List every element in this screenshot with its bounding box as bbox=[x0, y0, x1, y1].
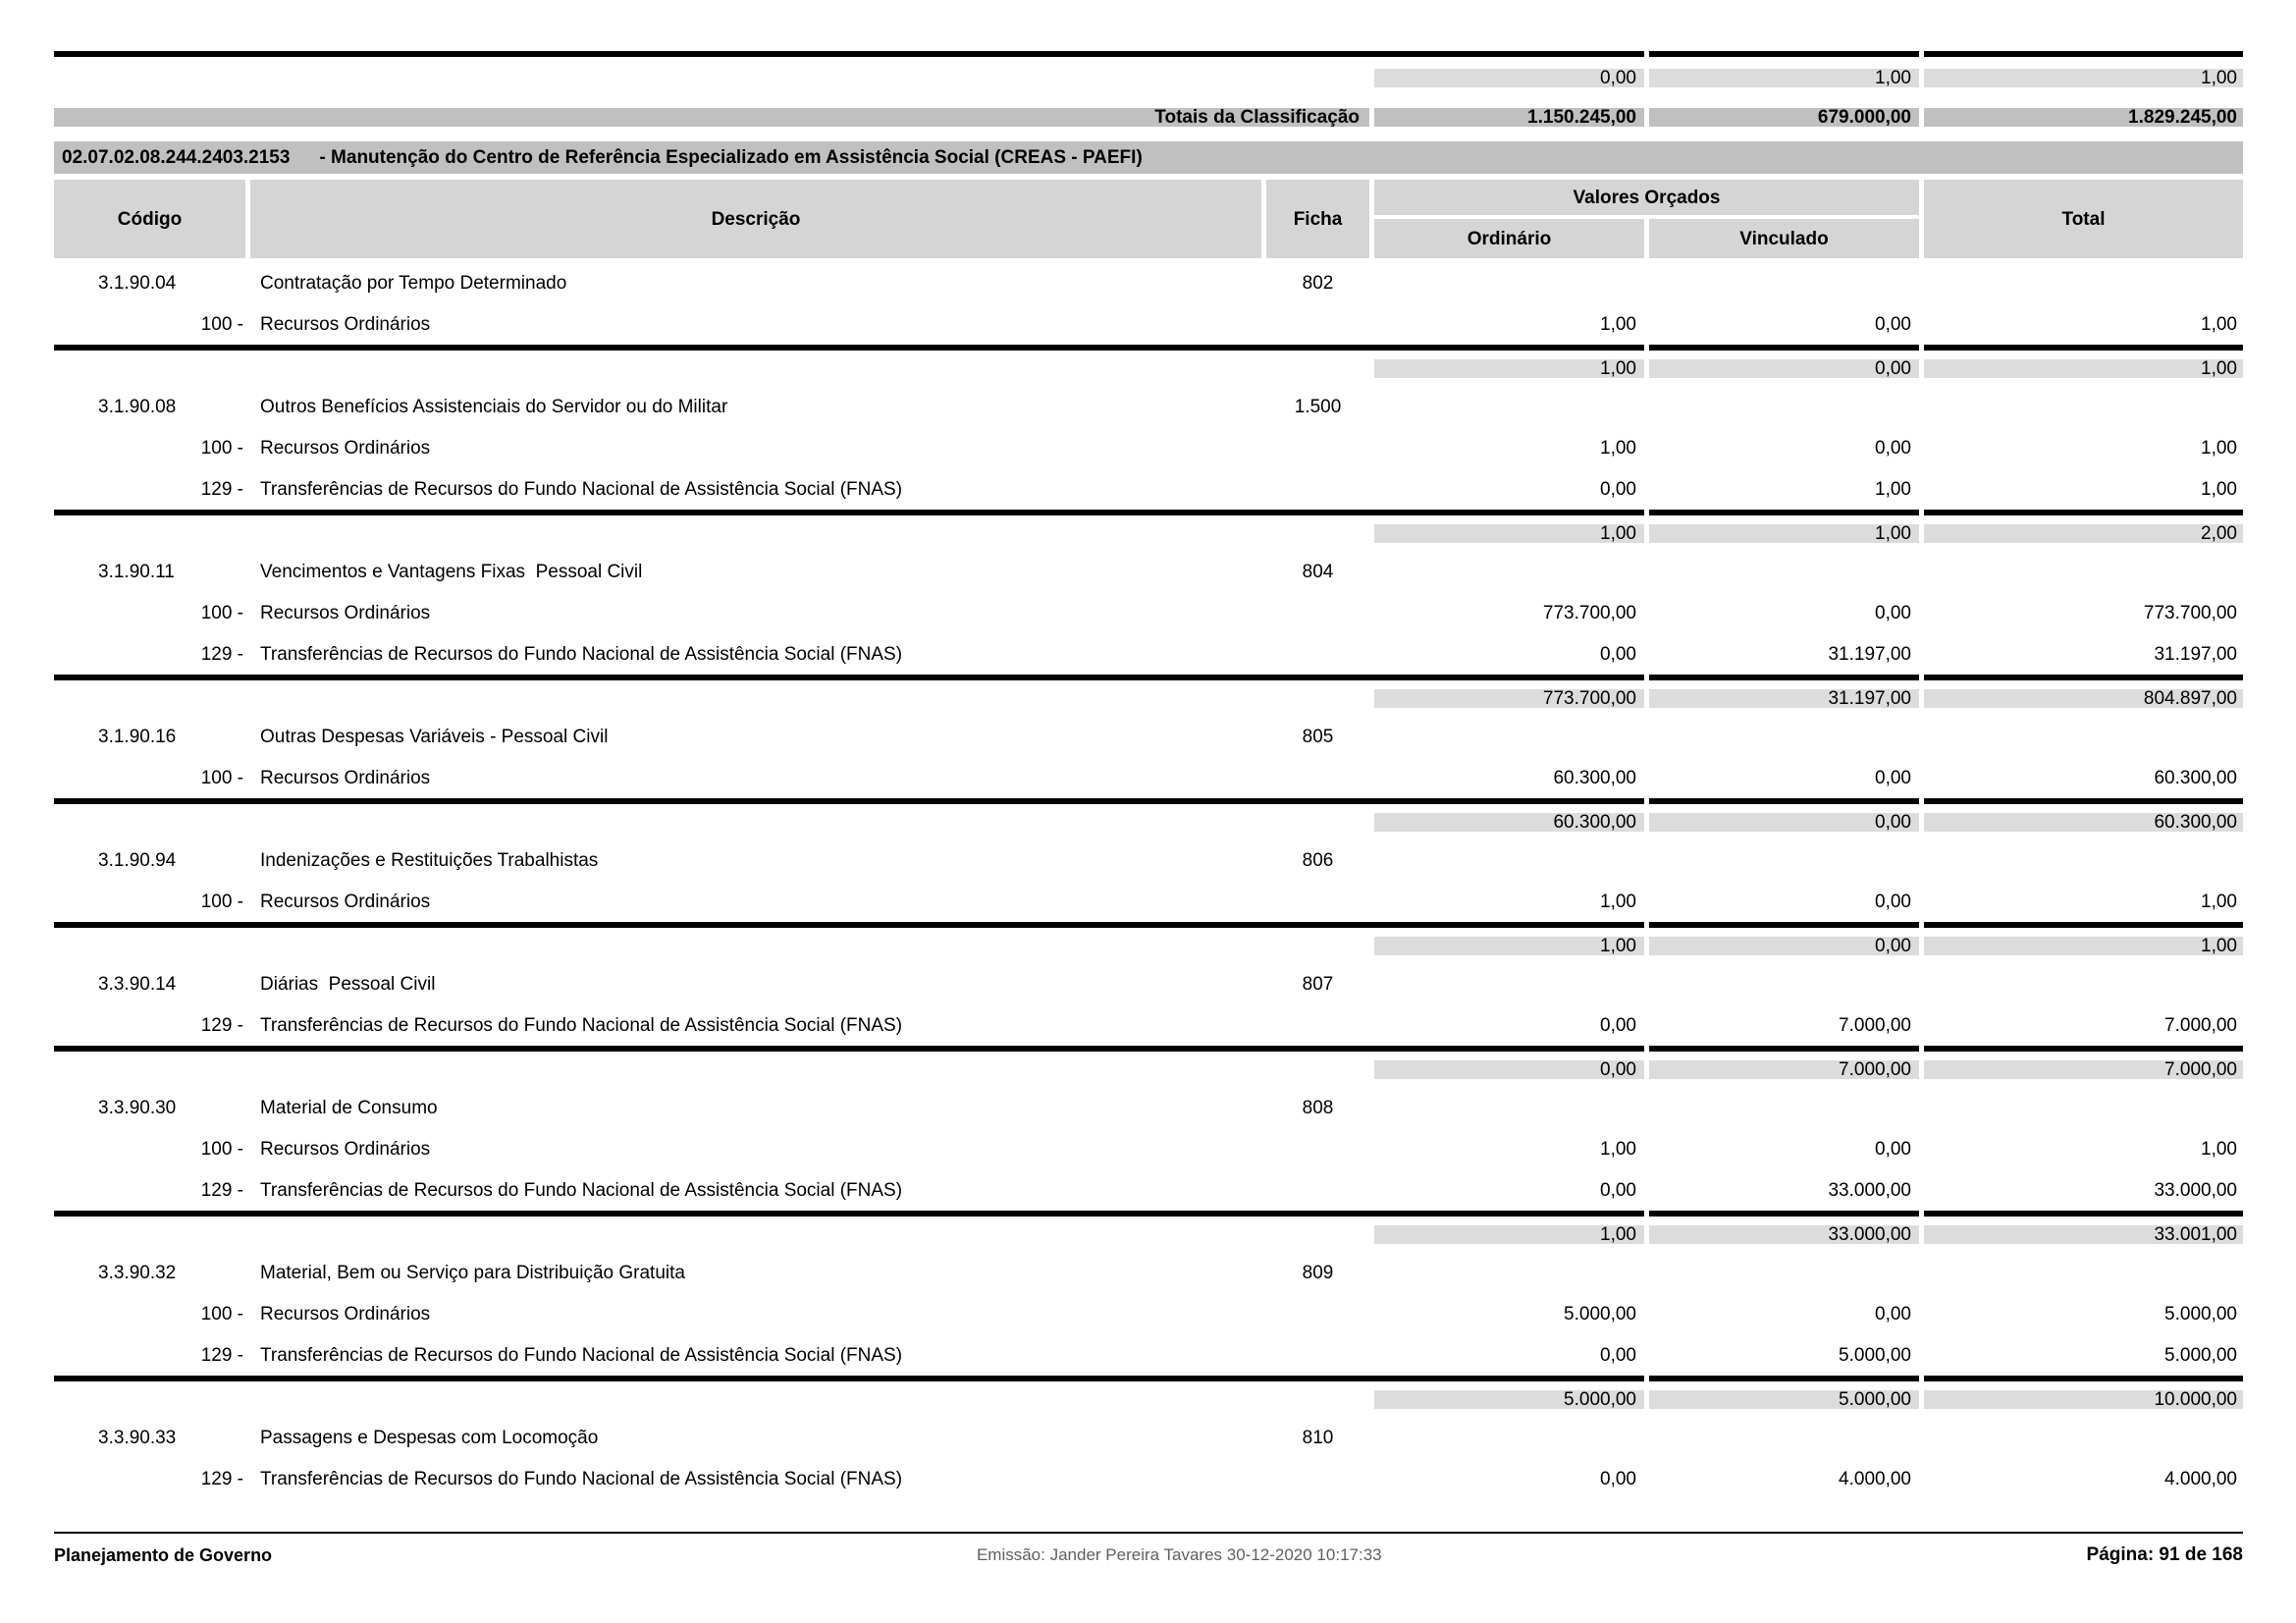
group-code: 3.1.90.16 bbox=[98, 726, 177, 747]
subtotal-total: 33.001,00 bbox=[1919, 1225, 2243, 1244]
carryover-vinculado: 1,00 bbox=[1644, 69, 1919, 87]
rule-notch bbox=[1919, 510, 1924, 515]
value-total: 1,00 bbox=[1919, 315, 2243, 334]
rule-notch bbox=[1644, 798, 1649, 804]
rule-notch bbox=[1919, 1376, 1924, 1381]
footer-system-name: Planejamento de Governo bbox=[54, 1544, 273, 1565]
expense-group-row bbox=[54, 262, 2243, 303]
source-code: 100 - bbox=[200, 767, 243, 788]
group-code: 3.1.90.08 bbox=[98, 396, 177, 417]
expense-group-row bbox=[54, 1087, 2243, 1128]
subtotal-total: 1,00 bbox=[1919, 937, 2243, 955]
rule-notch bbox=[1919, 675, 1924, 680]
rule-notch bbox=[1644, 1046, 1649, 1052]
group-description: Indenizações e Restituições Trabalhistas bbox=[245, 851, 1261, 870]
funding-source-row bbox=[54, 881, 2243, 922]
group-subtotal-row bbox=[54, 1052, 2243, 1087]
rule-notch bbox=[1644, 345, 1649, 351]
expense-group-row bbox=[54, 386, 2243, 427]
rule-notch bbox=[1919, 51, 1924, 57]
group-divider-rule bbox=[54, 1376, 2243, 1381]
source-description: Transferências de Recursos do Fundo Nacional de Assistência Social (FNAS) bbox=[245, 1016, 1261, 1035]
value-vinculado: 7.000,00 bbox=[1644, 1016, 1919, 1035]
column-header-codigo: Código bbox=[54, 180, 245, 258]
value-ordinario: 1,00 bbox=[1369, 439, 1644, 458]
subtotal-vinculado: 0,00 bbox=[1644, 813, 1919, 832]
subtotal-vinculado: 33.000,00 bbox=[1644, 1225, 1919, 1244]
value-total: 7.000,00 bbox=[1919, 1016, 2243, 1035]
value-total: 5.000,00 bbox=[1919, 1346, 2243, 1365]
value-vinculado: 0,00 bbox=[1644, 893, 1919, 911]
value-ordinario: 0,00 bbox=[1369, 1016, 1644, 1035]
group-subtotal-row bbox=[54, 804, 2243, 839]
ficha-value: 808 bbox=[1261, 1099, 1369, 1117]
subtotal-total: 60.300,00 bbox=[1919, 813, 2243, 832]
table-column-header bbox=[54, 180, 2243, 258]
group-subtotal-row bbox=[54, 1381, 2243, 1417]
source-description: Recursos Ordinários bbox=[245, 1305, 1261, 1324]
value-ordinario: 1,00 bbox=[1369, 315, 1644, 334]
group-divider-rule bbox=[54, 1211, 2243, 1217]
subtotal-vinculado: 7.000,00 bbox=[1644, 1060, 1919, 1079]
group-description: Outros Benefícios Assistenciais do Servidor ou do Militar bbox=[245, 398, 1261, 416]
subtotal-ordinario: 1,00 bbox=[1369, 937, 1644, 955]
footer-page-number: Página: 91 de 168 bbox=[2086, 1544, 2243, 1565]
rule-notch bbox=[1644, 1211, 1649, 1217]
group-code: 3.3.90.30 bbox=[98, 1097, 177, 1118]
group-description: Contratação por Tempo Determinado bbox=[245, 274, 1261, 293]
value-vinculado: 4.000,00 bbox=[1644, 1470, 1919, 1488]
classification-totals-vinculado: 679.000,00 bbox=[1644, 108, 1919, 127]
ficha-value: 1.500 bbox=[1261, 398, 1369, 416]
carryover-total: 1,00 bbox=[1919, 69, 2243, 87]
column-header-total: Total bbox=[1919, 180, 2243, 258]
source-description: Transferências de Recursos do Fundo Nacional de Assistência Social (FNAS) bbox=[245, 1346, 1261, 1365]
rule-notch bbox=[1644, 675, 1649, 680]
group-subtotal-row bbox=[54, 928, 2243, 963]
group-description: Outras Despesas Variáveis - Pessoal Civil bbox=[245, 728, 1261, 746]
expense-group-row bbox=[54, 1417, 2243, 1458]
subtotal-ordinario: 1,00 bbox=[1369, 1225, 1644, 1244]
column-header-vinculado: Vinculado bbox=[1644, 219, 1919, 258]
group-subtotal-row bbox=[54, 515, 2243, 551]
funding-source-row bbox=[54, 468, 2243, 510]
group-subtotal-row bbox=[54, 351, 2243, 386]
carryover-row bbox=[54, 59, 2243, 96]
value-ordinario: 0,00 bbox=[1369, 645, 1644, 664]
funding-source-row bbox=[54, 1128, 2243, 1169]
subtotal-vinculado: 1,00 bbox=[1644, 524, 1919, 543]
funding-source-row bbox=[54, 1334, 2243, 1376]
subtotal-ordinario: 1,00 bbox=[1369, 524, 1644, 543]
value-total: 60.300,00 bbox=[1919, 769, 2243, 787]
source-description: Transferências de Recursos do Fundo Nacional de Assistência Social (FNAS) bbox=[245, 1470, 1261, 1488]
rule-notch bbox=[1919, 1046, 1924, 1052]
source-description: Recursos Ordinários bbox=[245, 315, 1261, 334]
group-code: 3.1.90.04 bbox=[98, 272, 177, 294]
subtotal-total: 804.897,00 bbox=[1919, 689, 2243, 708]
value-ordinario: 5.000,00 bbox=[1369, 1305, 1644, 1324]
source-description: Transferências de Recursos do Fundo Nacional de Assistência Social (FNAS) bbox=[245, 645, 1261, 664]
value-vinculado: 1,00 bbox=[1644, 480, 1919, 499]
value-vinculado: 0,00 bbox=[1644, 769, 1919, 787]
value-ordinario: 1,00 bbox=[1369, 1140, 1644, 1159]
value-total: 773.700,00 bbox=[1919, 604, 2243, 622]
source-code: 129 - bbox=[200, 1344, 243, 1366]
group-code: 3.3.90.14 bbox=[98, 973, 177, 995]
subtotal-total: 2,00 bbox=[1919, 524, 2243, 543]
funding-source-row bbox=[54, 303, 2243, 345]
section-header-bar bbox=[54, 141, 2243, 174]
value-total: 1,00 bbox=[1919, 480, 2243, 499]
column-header-valores-orcados-group bbox=[1369, 180, 1919, 258]
value-vinculado: 31.197,00 bbox=[1644, 645, 1919, 664]
value-ordinario: 0,00 bbox=[1369, 1470, 1644, 1488]
footer-emission-info: Emissão: Jander Pereira Tavares 30-12-2020 10:17:33 bbox=[976, 1545, 1382, 1564]
value-vinculado: 0,00 bbox=[1644, 439, 1919, 458]
rule-notch bbox=[1644, 922, 1649, 928]
group-code: 3.3.90.33 bbox=[98, 1427, 177, 1448]
source-description: Recursos Ordinários bbox=[245, 769, 1261, 787]
group-code: 3.1.90.94 bbox=[98, 849, 177, 871]
ficha-value: 807 bbox=[1261, 975, 1369, 994]
source-description: Transferências de Recursos do Fundo Nacional de Assistência Social (FNAS) bbox=[245, 1181, 1261, 1200]
column-header-descricao: Descrição bbox=[245, 180, 1261, 258]
carryover-ordinario: 0,00 bbox=[1369, 69, 1644, 87]
ficha-value: 804 bbox=[1261, 563, 1369, 581]
classification-totals-ordinario: 1.150.245,00 bbox=[1369, 108, 1644, 127]
value-ordinario: 0,00 bbox=[1369, 1181, 1644, 1200]
source-code: 129 - bbox=[200, 478, 243, 500]
group-divider-rule bbox=[54, 1046, 2243, 1052]
footer-rule bbox=[54, 1532, 2243, 1534]
group-divider-rule bbox=[54, 798, 2243, 804]
value-vinculado: 0,00 bbox=[1644, 604, 1919, 622]
value-total: 1,00 bbox=[1919, 893, 2243, 911]
page-footer bbox=[54, 1545, 2243, 1564]
section-code: 02.07.02.08.244.2403.2153 bbox=[62, 147, 291, 168]
value-ordinario: 773.700,00 bbox=[1369, 604, 1644, 622]
source-code: 100 - bbox=[200, 602, 243, 623]
group-subtotal-row bbox=[54, 1217, 2243, 1252]
funding-source-row bbox=[54, 1169, 2243, 1211]
value-vinculado: 0,00 bbox=[1644, 315, 1919, 334]
subtotal-total: 7.000,00 bbox=[1919, 1060, 2243, 1079]
value-total: 4.000,00 bbox=[1919, 1470, 2243, 1488]
rule-notch bbox=[1644, 510, 1649, 515]
group-divider-rule bbox=[54, 675, 2243, 680]
value-ordinario: 0,00 bbox=[1369, 1346, 1644, 1365]
group-description: Vencimentos e Vantagens Fixas Pessoal Civil bbox=[245, 563, 1261, 581]
subtotal-ordinario: 0,00 bbox=[1369, 1060, 1644, 1079]
group-divider-rule bbox=[54, 510, 2243, 515]
value-total: 1,00 bbox=[1919, 439, 2243, 458]
rule-notch bbox=[1919, 922, 1924, 928]
subtotal-ordinario: 5.000,00 bbox=[1369, 1390, 1644, 1409]
funding-source-row bbox=[54, 633, 2243, 675]
value-total: 5.000,00 bbox=[1919, 1305, 2243, 1324]
expense-group-row bbox=[54, 1252, 2243, 1293]
value-vinculado: 0,00 bbox=[1644, 1140, 1919, 1159]
group-subtotal-row bbox=[54, 680, 2243, 716]
subtotal-vinculado: 0,00 bbox=[1644, 937, 1919, 955]
subtotal-total: 10.000,00 bbox=[1919, 1390, 2243, 1409]
funding-source-row bbox=[54, 1004, 2243, 1046]
source-code: 100 - bbox=[200, 1138, 243, 1160]
group-code: 3.1.90.11 bbox=[98, 561, 175, 582]
table-body bbox=[54, 262, 2243, 1499]
expense-group-row bbox=[54, 716, 2243, 757]
value-ordinario: 1,00 bbox=[1369, 893, 1644, 911]
funding-source-row bbox=[54, 1458, 2243, 1499]
group-description: Material de Consumo bbox=[245, 1099, 1261, 1117]
source-code: 100 - bbox=[200, 891, 243, 912]
column-header-ficha: Ficha bbox=[1261, 180, 1369, 258]
value-total: 1,00 bbox=[1919, 1140, 2243, 1159]
value-vinculado: 33.000,00 bbox=[1644, 1181, 1919, 1200]
source-description: Transferências de Recursos do Fundo Nacional de Assistência Social (FNAS) bbox=[245, 480, 1261, 499]
rule-notch bbox=[1919, 798, 1924, 804]
group-description: Diárias Pessoal Civil bbox=[245, 975, 1261, 994]
source-code: 100 - bbox=[200, 313, 243, 335]
ficha-value: 809 bbox=[1261, 1264, 1369, 1282]
group-description: Passagens e Despesas com Locomoção bbox=[245, 1429, 1261, 1447]
report-content bbox=[54, 0, 2243, 1564]
source-description: Recursos Ordinários bbox=[245, 1140, 1261, 1159]
rule-notch bbox=[1919, 345, 1924, 351]
value-vinculado: 5.000,00 bbox=[1644, 1346, 1919, 1365]
expense-group-row bbox=[54, 963, 2243, 1004]
subtotal-total: 1,00 bbox=[1919, 359, 2243, 378]
top-rule bbox=[54, 51, 2243, 57]
subtotal-vinculado: 5.000,00 bbox=[1644, 1390, 1919, 1409]
subtotal-vinculado: 0,00 bbox=[1644, 359, 1919, 378]
value-ordinario: 60.300,00 bbox=[1369, 769, 1644, 787]
source-description: Recursos Ordinários bbox=[245, 604, 1261, 622]
source-code: 129 - bbox=[200, 643, 243, 665]
column-header-valores-orcados: Valores Orçados bbox=[1374, 180, 1919, 215]
funding-source-row bbox=[54, 1293, 2243, 1334]
group-divider-rule bbox=[54, 922, 2243, 928]
source-code: 129 - bbox=[200, 1468, 243, 1489]
ficha-value: 806 bbox=[1261, 851, 1369, 870]
group-description: Material, Bem ou Serviço para Distribuição Gratuita bbox=[245, 1264, 1261, 1282]
subtotal-ordinario: 1,00 bbox=[1369, 359, 1644, 378]
source-code: 100 - bbox=[200, 1303, 243, 1325]
classification-totals-row bbox=[54, 98, 2243, 135]
ficha-value: 802 bbox=[1261, 274, 1369, 293]
source-code: 100 - bbox=[200, 437, 243, 459]
source-description: Recursos Ordinários bbox=[245, 439, 1261, 458]
funding-source-row bbox=[54, 427, 2243, 468]
ficha-value: 805 bbox=[1261, 728, 1369, 746]
source-code: 129 - bbox=[200, 1014, 243, 1036]
source-code: 129 - bbox=[200, 1179, 243, 1201]
expense-group-row bbox=[54, 839, 2243, 881]
column-header-ordinario: Ordinário bbox=[1374, 219, 1644, 258]
rule-notch bbox=[1644, 51, 1649, 57]
rule-notch bbox=[1919, 1211, 1924, 1217]
classification-totals-label: Totais da Classificação bbox=[54, 108, 1369, 127]
subtotal-vinculado: 31.197,00 bbox=[1644, 689, 1919, 708]
funding-source-row bbox=[54, 592, 2243, 633]
group-divider-rule bbox=[54, 345, 2243, 351]
group-code: 3.3.90.32 bbox=[98, 1262, 177, 1283]
ficha-value: 810 bbox=[1261, 1429, 1369, 1447]
value-ordinario: 0,00 bbox=[1369, 480, 1644, 499]
source-description: Recursos Ordinários bbox=[245, 893, 1261, 911]
subtotal-ordinario: 773.700,00 bbox=[1369, 689, 1644, 708]
value-vinculado: 0,00 bbox=[1644, 1305, 1919, 1324]
rule-notch bbox=[1644, 1376, 1649, 1381]
expense-group-row bbox=[54, 551, 2243, 592]
value-total: 31.197,00 bbox=[1919, 645, 2243, 664]
section-title: - Manutenção do Centro de Referência Especializado em Assistência Social (CREAS - PAEFI) bbox=[319, 147, 1143, 168]
classification-totals-total: 1.829.245,00 bbox=[1919, 108, 2243, 127]
subtotal-ordinario: 60.300,00 bbox=[1369, 813, 1644, 832]
value-total: 33.000,00 bbox=[1919, 1181, 2243, 1200]
header-subcolumns bbox=[1374, 219, 1919, 258]
funding-source-row bbox=[54, 757, 2243, 798]
